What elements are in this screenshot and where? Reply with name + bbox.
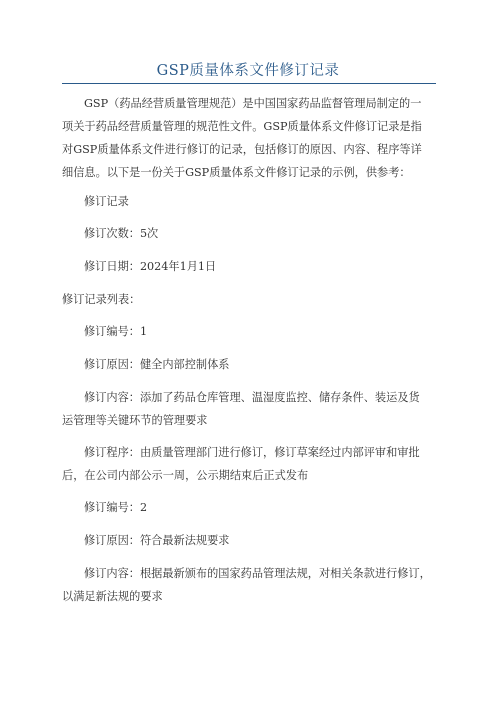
intro-line-2: 项关于药品经营质量管理的规范性文件。GSP质量体系文件修订记录是指	[62, 120, 422, 133]
record-heading: 修订记录	[84, 195, 129, 208]
rev1-content-line-1: 修订内容：添加了药品仓库管理、温湿度监控、储存条件、装运及货	[84, 391, 420, 404]
title-underline	[62, 83, 436, 84]
revision-count: 修订次数：5次	[84, 227, 159, 240]
rev2-content-line-1: 修订内容：根据最新颁布的国家药品管理法规，对相关条款进行修订，	[84, 567, 431, 580]
rev1-number: 修订编号：1	[84, 325, 148, 338]
rev1-reason: 修订原因：健全内部控制体系	[84, 358, 230, 371]
rev2-content-line-2: 以满足新法规的要求	[62, 590, 163, 603]
rev1-procedure-line-1: 修订程序：由质量管理部门进行修订，修订草案经过内部评审和审批	[84, 446, 420, 459]
rev1-content-line-2: 运管理等关键环节的管理要求	[62, 414, 208, 427]
rev1-procedure-line-2: 后，在公司内部公示一周，公示期结束后正式发布	[62, 469, 309, 482]
document-title: GSP质量体系文件修订记录	[156, 63, 340, 79]
intro-line-4: 细信息。以下是一份关于GSP质量体系文件修订记录的示例，供参考：	[62, 166, 411, 179]
rev2-number: 修订编号：2	[84, 501, 148, 514]
intro-line-3: 对GSP质量体系文件进行修订的记录，包括修订的原因、内容、程序等详	[62, 143, 422, 156]
rev2-reason: 修订原因：符合最新法规要求	[84, 534, 230, 547]
revision-date: 修订日期：2024年1月1日	[84, 260, 217, 273]
list-heading: 修订记录列表：	[62, 293, 141, 306]
intro-line-1: GSP（药品经营质量管理规范）是中国国家药品监督管理局制定的一	[84, 97, 422, 110]
